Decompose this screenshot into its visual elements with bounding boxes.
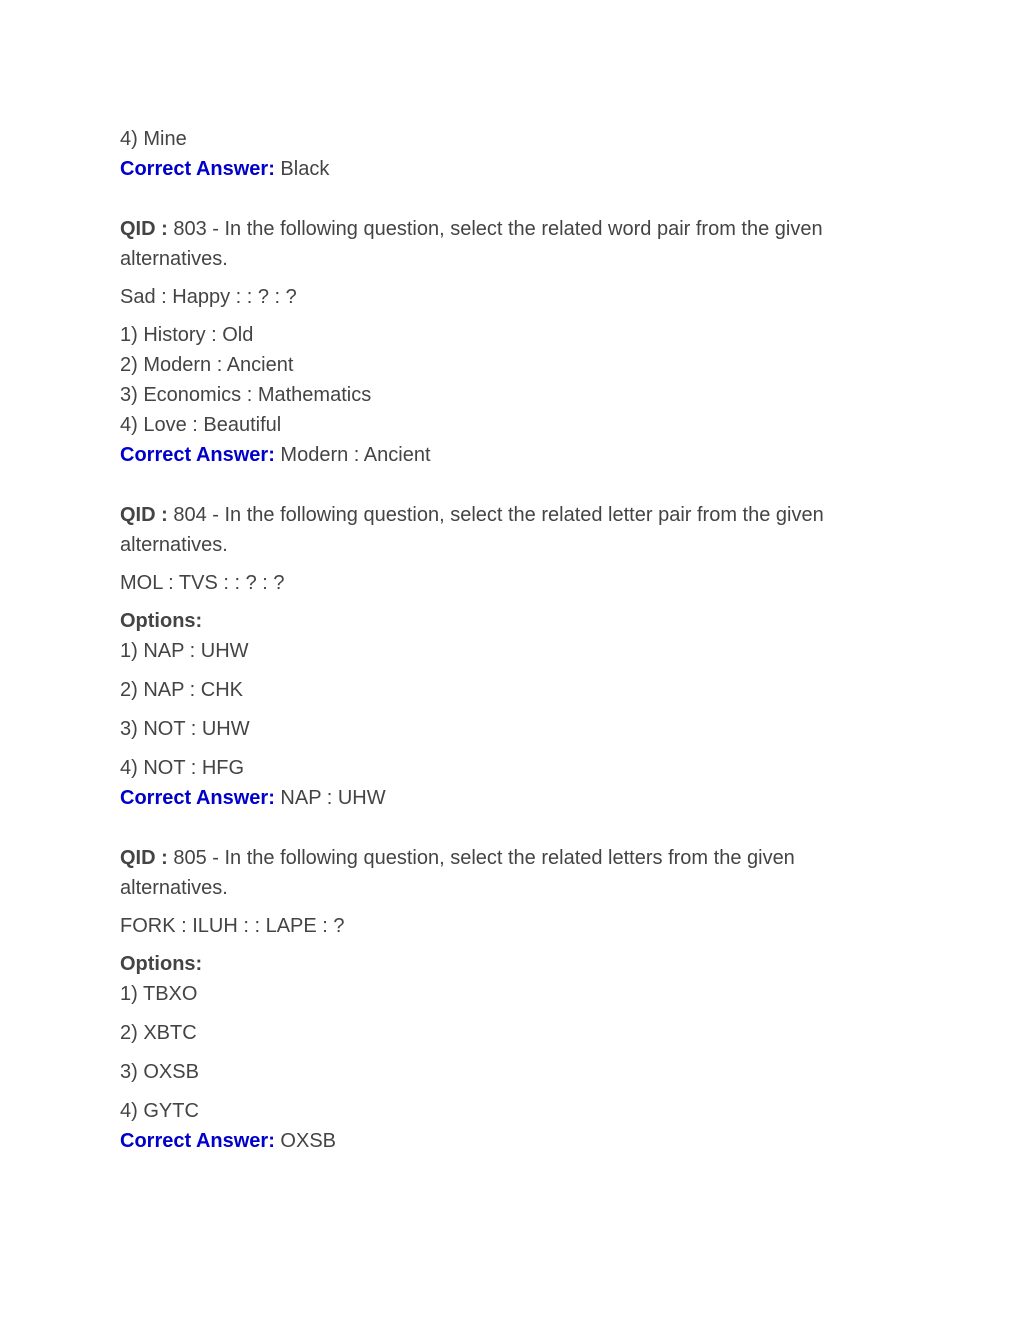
option-3: 3) NOT : UHW — [120, 718, 250, 740]
prev-correct-answer — [120, 154, 880, 184]
question-prompt: Sad : Happy : : ? : ? — [120, 286, 297, 308]
option-3: 3) Economics : Mathematics — [120, 384, 372, 406]
options-label: Options: — [120, 953, 203, 975]
correct-answer-value: NAP : UHW — [280, 787, 386, 809]
correct-answer-value: Modern : Ancient — [280, 444, 431, 466]
options-list — [120, 979, 880, 1126]
question-text — [120, 500, 880, 560]
question-prompt: FORK : ILUH : : LAPE : ? — [120, 915, 345, 937]
correct-answer-label: Correct Answer: — [120, 1130, 275, 1152]
correct-answer — [120, 1126, 880, 1156]
question-text — [120, 214, 880, 274]
correct-answer — [120, 783, 880, 813]
question-body: 805 - In the following question, select the related letters from the given alternatives. — [120, 847, 795, 899]
correct-answer-value: OXSB — [280, 1130, 336, 1152]
option-1: 1) TBXO — [120, 983, 198, 1005]
question-805 — [120, 843, 880, 1156]
correct-answer — [120, 440, 880, 470]
correct-answer-value: Black — [280, 158, 330, 180]
correct-answer-label: Correct Answer: — [120, 444, 275, 466]
question-804 — [120, 500, 880, 813]
options-list — [120, 636, 880, 783]
option-1: 1) NAP : UHW — [120, 640, 249, 662]
question-prompt: MOL : TVS : : ? : ? — [120, 572, 285, 594]
qid-label: QID : — [120, 504, 168, 526]
option-2: 2) NAP : CHK — [120, 679, 243, 701]
question-body: 804 - In the following question, select the related letter pair from the given alternatives. — [120, 504, 824, 556]
question-text — [120, 843, 880, 903]
qid-label: QID : — [120, 847, 168, 869]
question-body: 803 - In the following question, select the related word pair from the given alternatives. — [120, 218, 823, 270]
options-label: Options: — [120, 610, 203, 632]
question-803 — [120, 214, 880, 470]
options-list — [120, 320, 880, 440]
option-2: 2) XBTC — [120, 1022, 197, 1044]
option-3: 3) OXSB — [120, 1061, 199, 1083]
option-4: 4) GYTC — [120, 1100, 199, 1122]
prev-option-4: 4) Mine — [120, 128, 187, 150]
option-4: 4) Love : Beautiful — [120, 414, 282, 436]
correct-answer-label: Correct Answer: — [120, 158, 275, 180]
option-4: 4) NOT : HFG — [120, 757, 245, 779]
option-1: 1) History : Old — [120, 324, 254, 346]
document-page — [120, 124, 880, 1156]
option-2: 2) Modern : Ancient — [120, 354, 294, 376]
qid-label: QID : — [120, 218, 168, 240]
correct-answer-label: Correct Answer: — [120, 787, 275, 809]
